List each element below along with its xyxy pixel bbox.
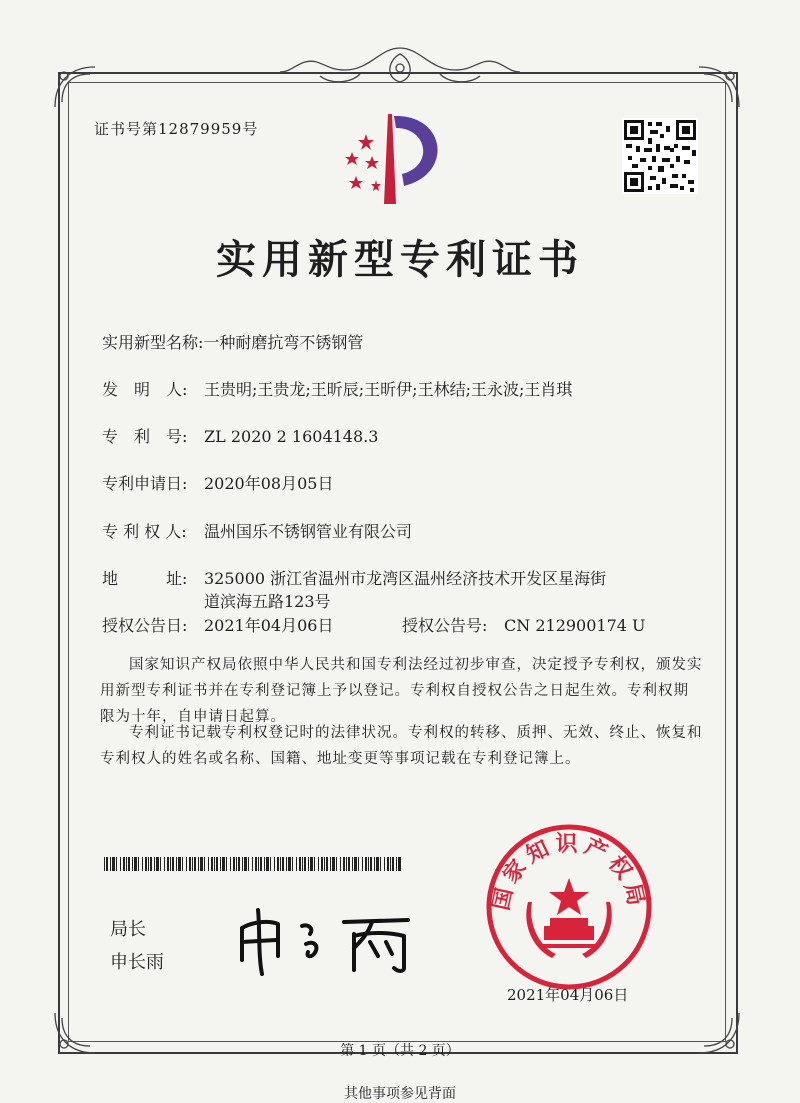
seal-text: 国家知识产权局 (488, 832, 650, 913)
field-patent-number (102, 424, 378, 447)
ornament-corner-top-right-icon (694, 62, 744, 112)
field-inventors (102, 377, 572, 400)
field-value: CN 212900174 U (504, 616, 646, 635)
page-indicator: 第 1 页（共 2 页） (340, 1043, 460, 1059)
field-patentee (102, 519, 412, 542)
field-address (102, 566, 606, 612)
field-label: 专利申请日: (102, 474, 188, 493)
field-value: ZL 2020 2 1604148.3 (204, 427, 379, 446)
signatory-role: 局长 (110, 919, 146, 940)
legal-status-paragraph: 专利证书记载专利权登记时的法律状况。专利权的转移、质押、无效、终止、恢复和专利权人的姓名或名称、国籍、地址变更等事项记载在专利登记簿上。 (100, 725, 703, 767)
field-label: 授权公告号: (402, 616, 488, 635)
field-grant-announcement-date (102, 613, 333, 636)
signature-icon (228, 898, 428, 978)
field-application-date (102, 471, 333, 494)
see-back-note: 其他事项参见背面 (344, 1086, 456, 1102)
certificate-number: 证书号第12879959号 (94, 120, 259, 138)
cnipa-logo-icon (336, 104, 466, 214)
field-label: 地 址: (102, 569, 188, 588)
field-label: 授权公告日: (102, 616, 188, 635)
ornament-corner-top-left-icon (50, 62, 100, 112)
field-value: 2021年04月06日 (204, 616, 334, 635)
cnipa-seal-icon (484, 822, 654, 992)
field-utility-model-name (102, 330, 363, 353)
field-label: 专 利 权 人: (102, 522, 187, 541)
field-value: 一种耐磨抗弯不锈钢管 (203, 333, 364, 352)
field-label: 实用新型名称: (102, 333, 204, 352)
ornament-top-icon (250, 40, 550, 90)
field-value: 2020年08月05日 (204, 474, 334, 493)
field-value: 温州国乐不锈钢管业有限公司 (204, 522, 413, 541)
address-value (204, 566, 606, 612)
signatory-name: 申长雨 (110, 952, 164, 973)
field-label: 专 利 号: (102, 427, 188, 446)
seal-date: 2021年04月06日 (507, 986, 629, 1004)
barcode-icon (104, 857, 404, 871)
qr-code-icon (622, 118, 698, 194)
field-label: 发 明 人: (102, 380, 188, 399)
grant-statement-paragraph: 国家知识产权局依照中华人民共和国专利法经过初步审查，决定授予专利权，颁发实用新型专利证书并在专利登记簿上予以登记。专利权自授权公告之日起生效。专利权期限为十年，自申请日起算。 (100, 657, 703, 725)
address-line-2: 道滨海五路123号 (204, 592, 331, 611)
certificate-title: 实用新型专利证书 (216, 236, 584, 283)
address-line-1: 325000 浙江省温州市龙湾区温州经济技术开发区星海街 (204, 569, 607, 588)
field-grant-announcement-number (402, 613, 646, 636)
field-value: 王贵明;王贵龙;王昕辰;王昕伊;王林结;王永波;王肖琪 (204, 380, 573, 399)
